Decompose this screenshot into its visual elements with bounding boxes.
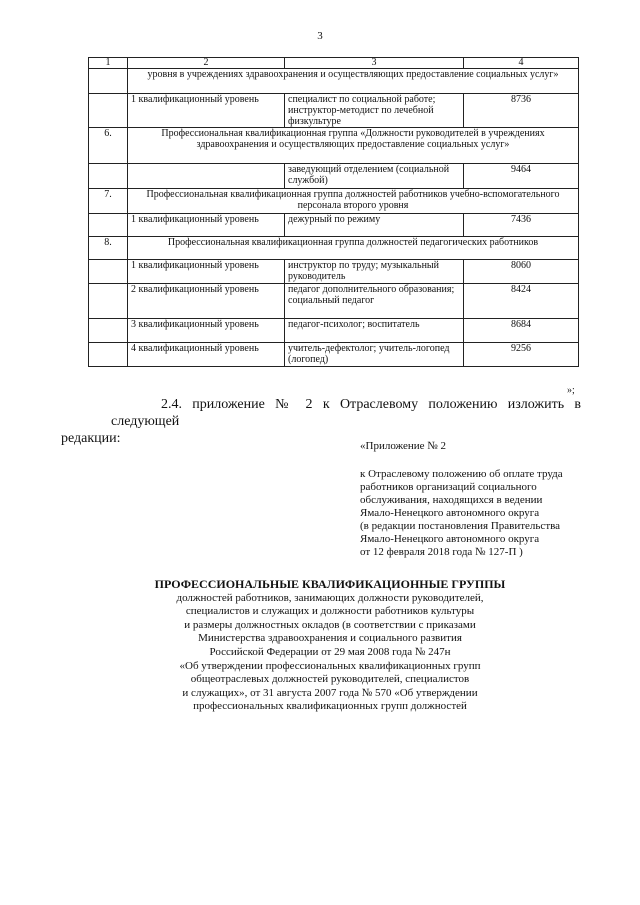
qualification-level: 1 квалификационный уровень: [128, 260, 285, 284]
annex-line: от 12 февраля 2018 года № 127-П ): [360, 546, 523, 558]
table-row: [89, 94, 579, 128]
qualification-level: 2 квалификационный уровень: [128, 284, 285, 319]
table-cell: [89, 94, 128, 128]
table-header-row: [89, 58, 579, 69]
table-cell: [89, 260, 128, 284]
table-row: [89, 319, 579, 343]
heading-line: общеотраслевых должностей руководителей, специалистов: [190, 673, 470, 686]
group-title: Профессиональная квалификационная группа должностей работников учебно-вспомогательного персонала второго уровня: [128, 189, 579, 214]
annex-header: [360, 440, 610, 559]
group-number: 6.: [89, 128, 128, 164]
salary: 9464: [464, 164, 579, 189]
table-row: [89, 284, 579, 319]
group-number: 7.: [89, 189, 128, 214]
positions: специалист по социальной работе; инструктор-методист по лечебной физкультуре: [285, 94, 464, 128]
salary: 8736: [464, 94, 579, 128]
salary: 9256: [464, 343, 579, 367]
table-row: [89, 69, 579, 94]
annex-line: к Отраслевому положению об оплате труда: [360, 468, 563, 480]
table-cell: [89, 319, 128, 343]
table-row: [89, 189, 579, 214]
annex-title: «Приложение № 2: [360, 440, 447, 452]
salary: 8060: [464, 260, 579, 284]
qualification-level: 3 квалификационный уровень: [128, 319, 285, 343]
salary: 8424: [464, 284, 579, 319]
positions: педагог-психолог; воспитатель: [285, 319, 464, 343]
annex-line: (в редакции постановления Правительства: [360, 520, 561, 532]
heading-line: Министерства здравоохранения и социального развития: [198, 632, 462, 645]
section-heading: [120, 578, 540, 714]
table-row: [89, 214, 579, 237]
heading-line: профессиональных квалификационных групп должностей: [193, 700, 467, 713]
group-title: Профессиональная квалификационная группа должностей педагогических работников: [128, 237, 579, 260]
positions: учитель-дефектолог; учитель-логопед (логопед): [285, 343, 464, 367]
group-number: 8.: [89, 237, 128, 260]
table-cell: [89, 69, 128, 94]
qualification-level: 1 квалификационный уровень: [128, 94, 285, 128]
table-row: [89, 164, 579, 189]
table-row: [89, 343, 579, 367]
qualification-level: [128, 164, 285, 189]
positions: инструктор по труду; музыкальный руководитель: [285, 260, 464, 284]
column-header: 3: [285, 58, 464, 69]
heading-line: специалистов и служащих и должности работников культуры: [185, 605, 475, 618]
column-header: 1: [89, 58, 128, 69]
salary: 8684: [464, 319, 579, 343]
table-row: [89, 128, 579, 164]
positions: педагог дополнительного образования; социальный педагог: [285, 284, 464, 319]
table-closing-quote: »;: [567, 385, 575, 396]
heading-line: Российской Федерации от 29 мая 2008 года № 247н: [209, 645, 451, 658]
table-cell: [89, 284, 128, 319]
column-header: 4: [464, 58, 579, 69]
group-title: Профессиональная квалификационная группа «Должности руководителей в учреждениях здравоохранения и осуществляющих предоставление социальных услуг»: [128, 128, 579, 164]
heading-title: ПРОФЕССИОНАЛЬНЫЕ КВАЛИФИКАЦИОННЫЕ ГРУППЫ: [154, 577, 506, 591]
table-row: [89, 237, 579, 260]
table-cell: [89, 164, 128, 189]
heading-line: и служащих», от 31 августа 2007 года № 570 «Об утверждении: [182, 686, 478, 699]
salary-table: [88, 57, 579, 367]
annex-line: Ямало-Ненецкого автономного округа: [360, 507, 540, 519]
positions: заведующий отделением (социальной службой): [285, 164, 464, 189]
table-row: [89, 260, 579, 284]
table-cell: [89, 343, 128, 367]
heading-line: должностей работников, занимающих должности руководителей,: [176, 591, 484, 604]
positions: дежурный по режиму: [285, 214, 464, 237]
table-cell: [89, 214, 128, 237]
paragraph-line: 2.4. приложение № 2 к Отраслевому положению изложить в следующей: [111, 397, 581, 429]
annex-line: работников организаций социального: [360, 481, 537, 493]
column-header: 2: [128, 58, 285, 69]
annex-line: Ямало-Ненецкого автономного округа: [360, 533, 540, 545]
annex-line: обслуживания, находящихся в ведении: [360, 494, 543, 506]
salary: 7436: [464, 214, 579, 237]
qualification-level: 1 квалификационный уровень: [128, 214, 285, 237]
heading-line: и размеры должностных окладов (в соответствии с приказами: [184, 618, 476, 631]
heading-line: «Об утверждении профессиональных квалификационных групп: [179, 659, 481, 672]
group-title-continuation: уровня в учреждениях здравоохранения и осуществляющих предоставление социальных услуг»: [128, 69, 579, 94]
paragraph-line: редакции:: [61, 431, 121, 446]
qualification-level: 4 квалификационный уровень: [128, 343, 285, 367]
page-number: 3: [317, 30, 323, 42]
